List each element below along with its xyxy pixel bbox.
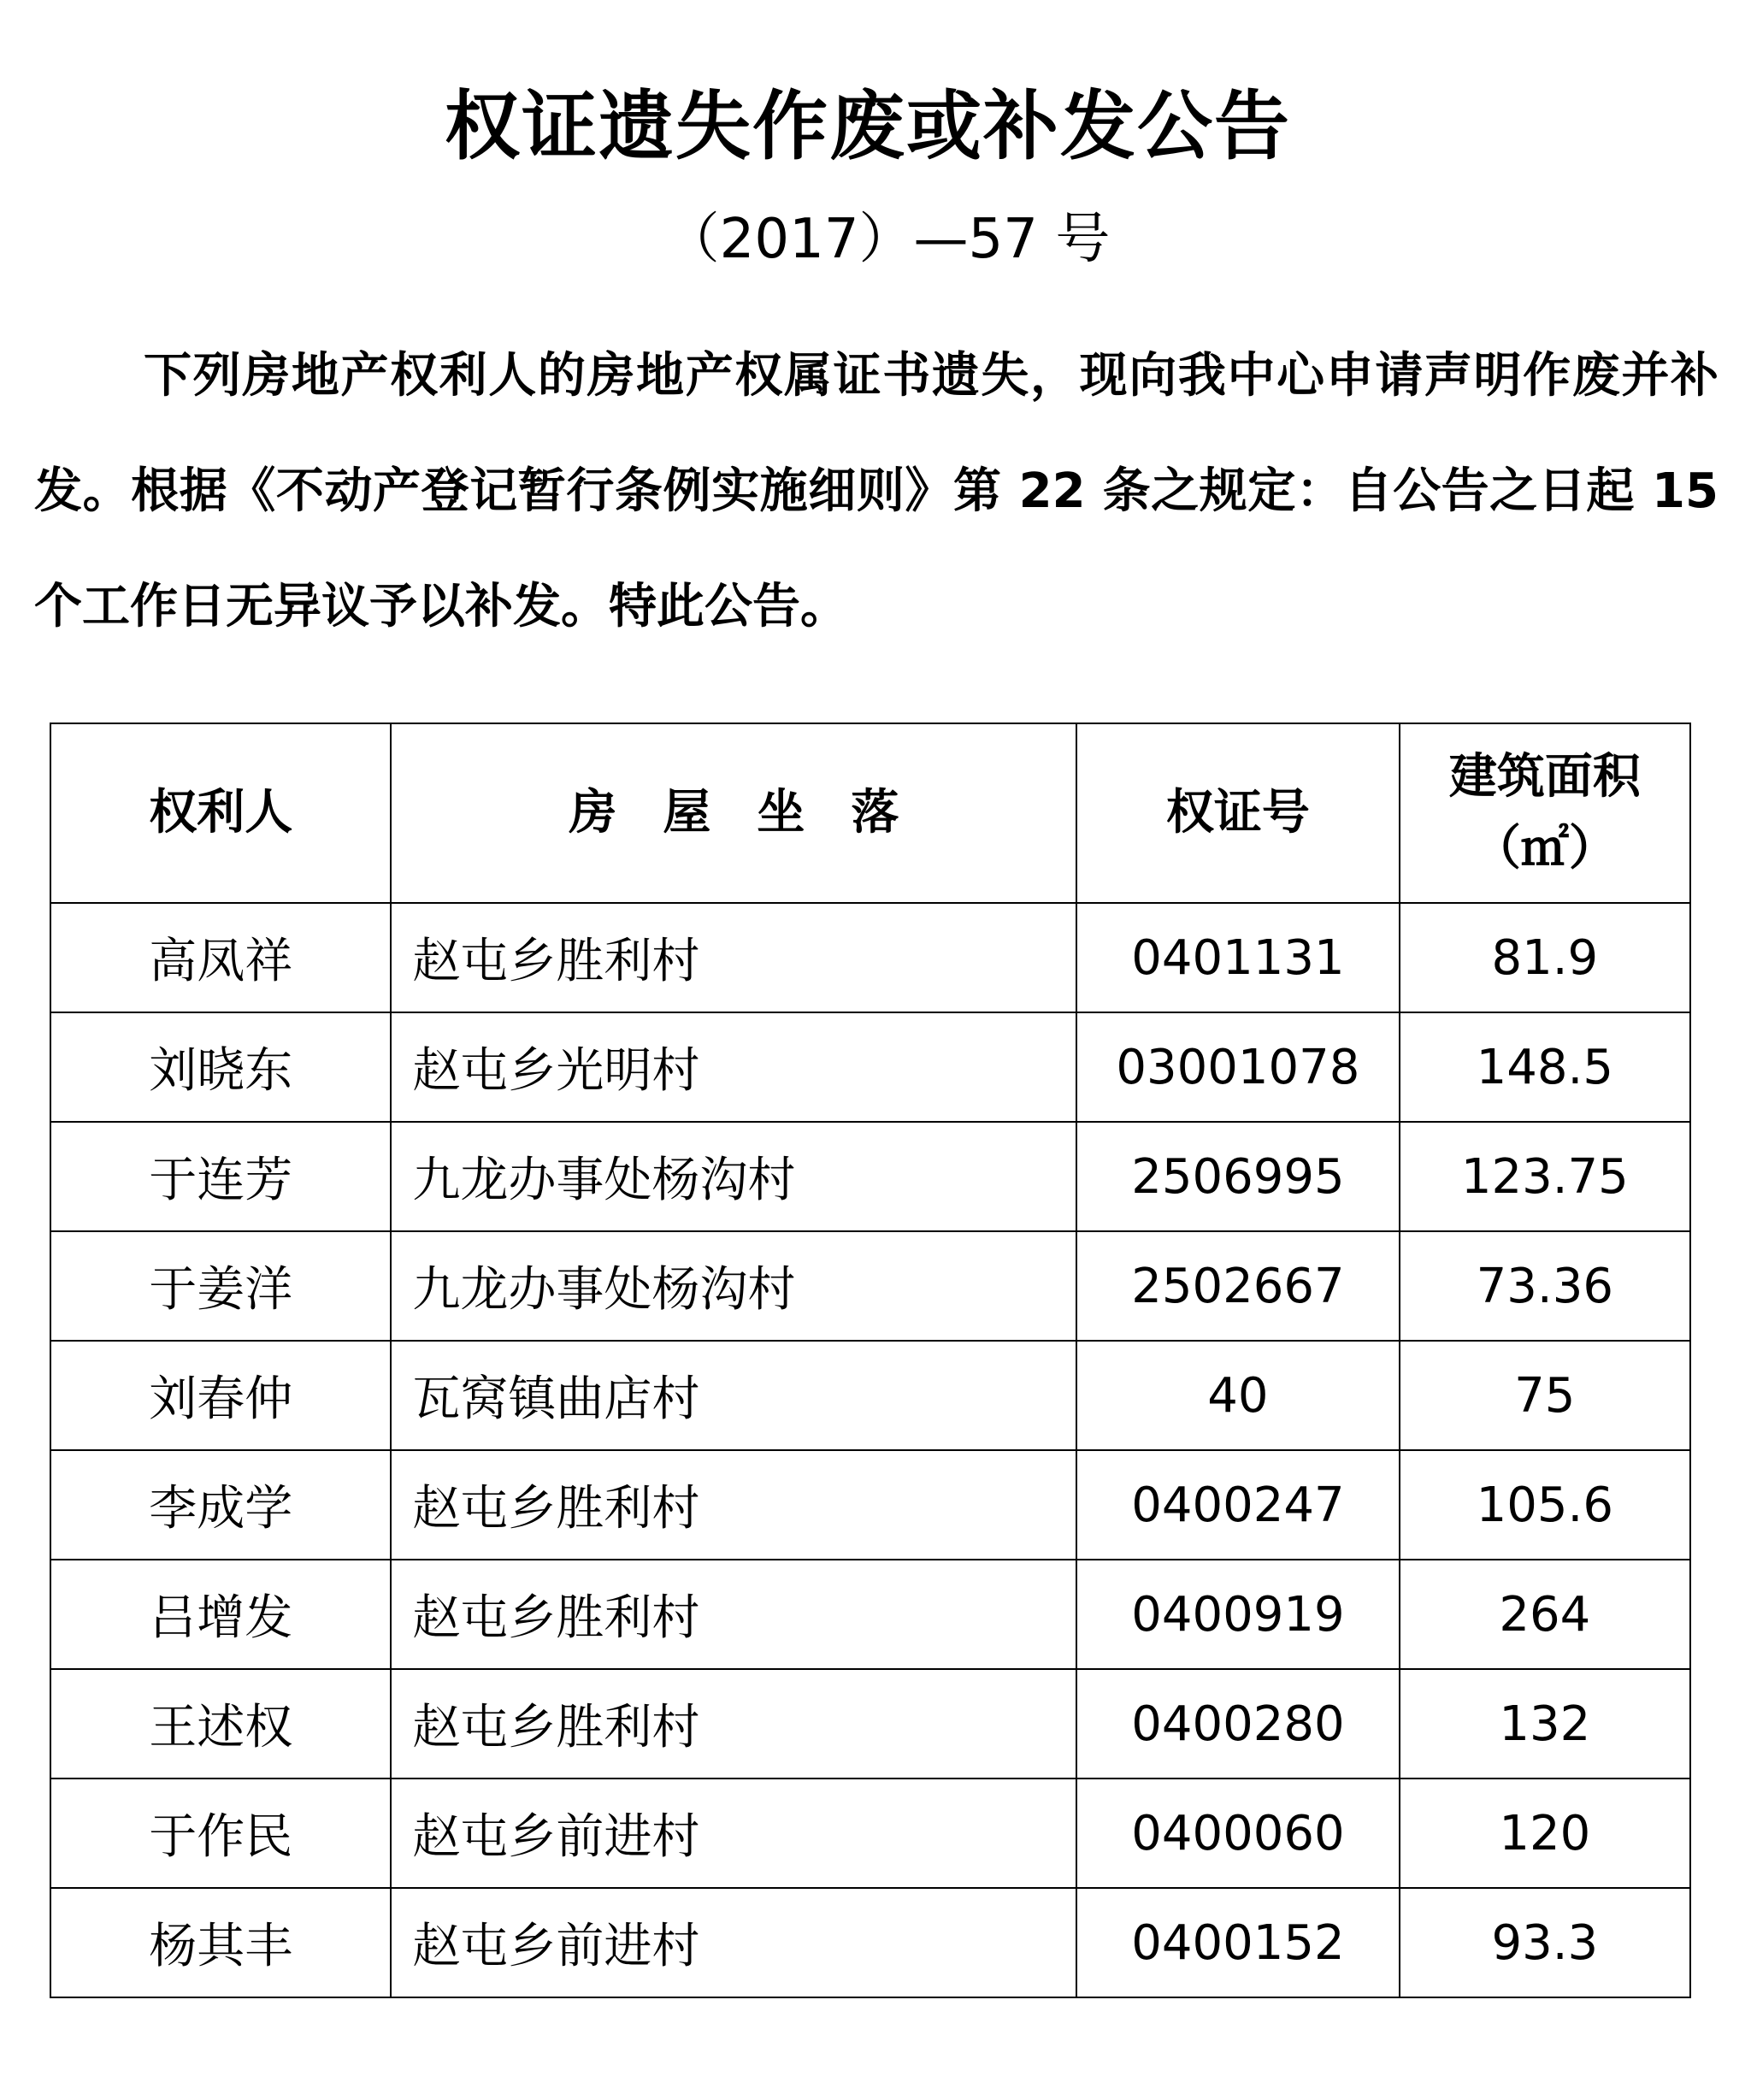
owner-cell: 李成学: [50, 1450, 391, 1560]
owner-cell: 于作民: [50, 1779, 391, 1888]
address-cell: 瓦窝镇曲店村: [391, 1341, 1076, 1450]
address-cell: 赵屯乡光明村: [391, 1012, 1076, 1122]
address-cell: 赵屯乡前进村: [391, 1779, 1076, 1888]
header-address-label: 房屋坐落: [569, 785, 946, 841]
owner-cell: 王述权: [50, 1669, 391, 1779]
owner-cell: 于连芳: [50, 1122, 391, 1231]
table-row: [50, 903, 1690, 1012]
address-cell: 赵屯乡前进村: [391, 1888, 1076, 1997]
address-cell: 九龙办事处杨沟村: [391, 1231, 1076, 1341]
table-row: [50, 1669, 1690, 1779]
table-row: [50, 1122, 1690, 1231]
cert-no-cell: 03001078: [1076, 1012, 1399, 1122]
table-row: [50, 1341, 1690, 1450]
page-title: 权证遗失作废或补发公告: [444, 82, 1291, 170]
table-row: [50, 1450, 1690, 1560]
header-cert-no: 权证号: [1076, 723, 1399, 903]
owner-cell: 刘春仲: [50, 1341, 391, 1450]
address-cell: 赵屯乡胜利村: [391, 1450, 1076, 1560]
header-area-unit: （㎡）: [1472, 821, 1617, 876]
header-area-label: 建筑面积: [1448, 749, 1641, 805]
area-cell: 73.36: [1400, 1231, 1690, 1341]
area-cell: 264: [1400, 1560, 1690, 1669]
cert-no-cell: 2502667: [1076, 1231, 1399, 1341]
area-cell: 132: [1400, 1669, 1690, 1779]
table-row: [50, 1560, 1690, 1669]
cert-no-cell: 2506995: [1076, 1122, 1399, 1231]
cert-no-cell: 40: [1076, 1341, 1399, 1450]
document-number: （2017）—57 号: [664, 208, 1111, 271]
area-cell: 105.6: [1400, 1450, 1690, 1560]
lost-certificates-table: [50, 723, 1691, 1998]
cert-no-cell: 0400919: [1076, 1560, 1399, 1669]
table-header-row: [50, 723, 1690, 903]
owner-cell: 高凤祥: [50, 903, 391, 1012]
table-row: [50, 1888, 1690, 1997]
table-row: [50, 1012, 1690, 1122]
address-cell: 赵屯乡胜利村: [391, 903, 1076, 1012]
header-area: [1400, 723, 1690, 903]
cert-no-cell: 0400152: [1076, 1888, 1399, 1997]
cert-no-cell: 0400060: [1076, 1779, 1399, 1888]
header-address: [391, 723, 1076, 903]
announcement-body: 下列房地产权利人的房地产权属证书遗失，现向我中心申请声明作废并补发。根据《不动产登记暂行条例实施细则》第 22 条之规定：自公告之日起 15 个工作日无异议予以补发。特此公告。: [34, 348, 1719, 634]
area-cell: 120: [1400, 1779, 1690, 1888]
cert-no-cell: 0400247: [1076, 1450, 1399, 1560]
owner-cell: 刘晓东: [50, 1012, 391, 1122]
table-row: [50, 1779, 1690, 1888]
area-cell: 148.5: [1400, 1012, 1690, 1122]
header-owner: 权利人: [50, 723, 391, 903]
area-cell: 93.3: [1400, 1888, 1690, 1997]
owner-cell: 于姜洋: [50, 1231, 391, 1341]
owner-cell: 吕增发: [50, 1560, 391, 1669]
area-cell: 75: [1400, 1341, 1690, 1450]
cert-no-cell: 0400280: [1076, 1669, 1399, 1779]
address-cell: 赵屯乡胜利村: [391, 1560, 1076, 1669]
table-row: [50, 1231, 1690, 1341]
area-cell: 123.75: [1400, 1122, 1690, 1231]
owner-cell: 杨其丰: [50, 1888, 391, 1997]
address-cell: 赵屯乡胜利村: [391, 1669, 1076, 1779]
area-cell: 81.9: [1400, 903, 1690, 1012]
address-cell: 九龙办事处杨沟村: [391, 1122, 1076, 1231]
cert-no-cell: 0401131: [1076, 903, 1399, 1012]
